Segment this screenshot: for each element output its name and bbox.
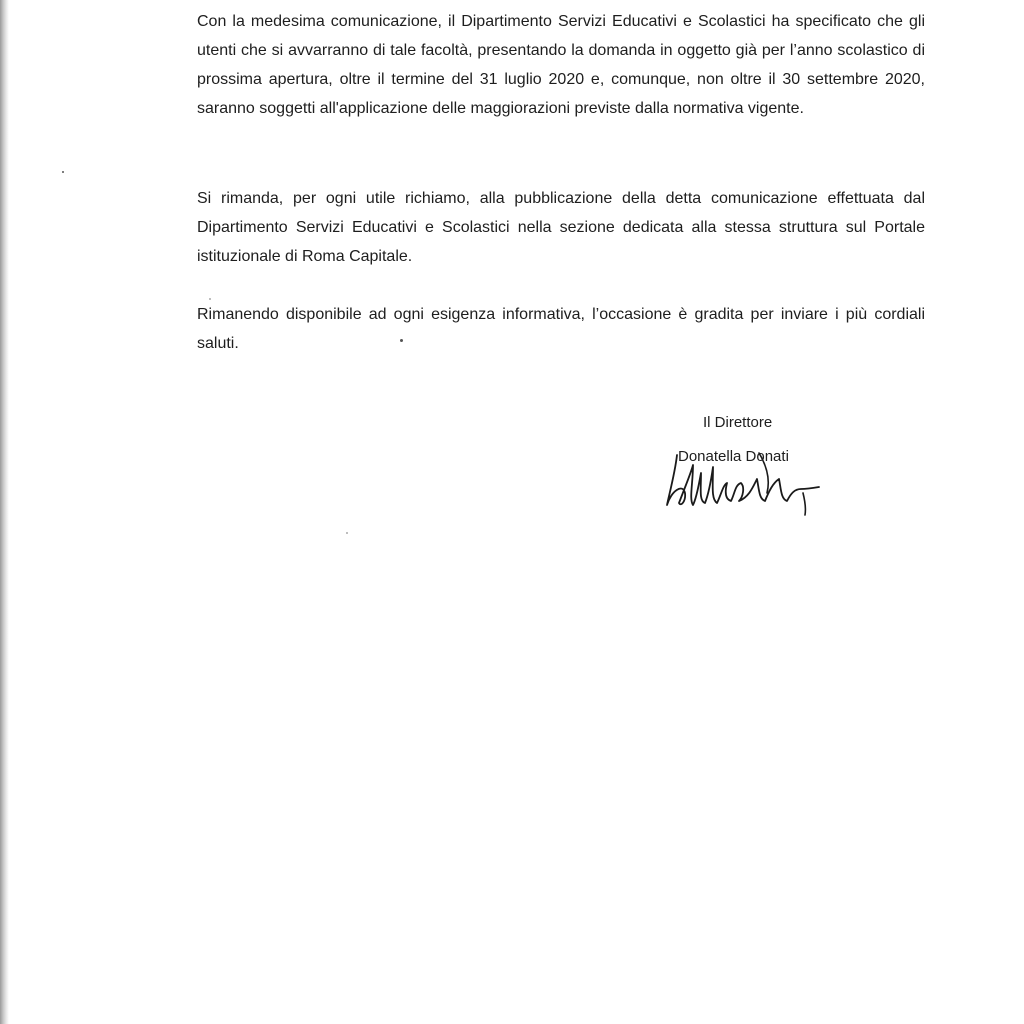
paragraph-text: Con la medesima comunicazione, il Dipartimento Servizi Educativi e Scolastici ha specificato che gli utenti che si avvarranno di tale facoltà, presentando la domanda in oggetto già per l’anno scolastico di prossima apertura, oltre il termine del 31 luglio 2020 e, comunque, non oltre il 30 settembre 2020, saranno soggetti all'applicazione delle maggiorazioni previste dalla normativa vigente.	[197, 13, 925, 117]
letter-body-paragraph-2	[197, 184, 925, 271]
signatory-name: Donatella Donati	[678, 448, 789, 465]
scan-speck	[346, 532, 348, 534]
paragraph-text: Si rimanda, per ogni utile richiamo, alla pubblicazione della detta comunicazione effettuata dal Dipartimento Servizi Educativi e Scolastici nella sezione dedicata alla stessa struttura sul Portale istituzionale di Roma Capitale.	[197, 190, 925, 265]
paragraph-text: Rimanendo disponibile ad ogni esigenza informativa, l’occasione è gradita per inviare i più cordiali saluti.	[197, 306, 925, 352]
letter-body-paragraph-1	[197, 7, 925, 123]
page-edge-shadow	[0, 0, 9, 1024]
handwritten-signature	[655, 443, 825, 523]
letter-body-paragraph-3	[197, 300, 925, 358]
scan-speck	[400, 339, 403, 342]
scan-speck	[62, 171, 64, 173]
signatory-title: Il Direttore	[703, 414, 773, 431]
scan-speck	[209, 298, 211, 300]
